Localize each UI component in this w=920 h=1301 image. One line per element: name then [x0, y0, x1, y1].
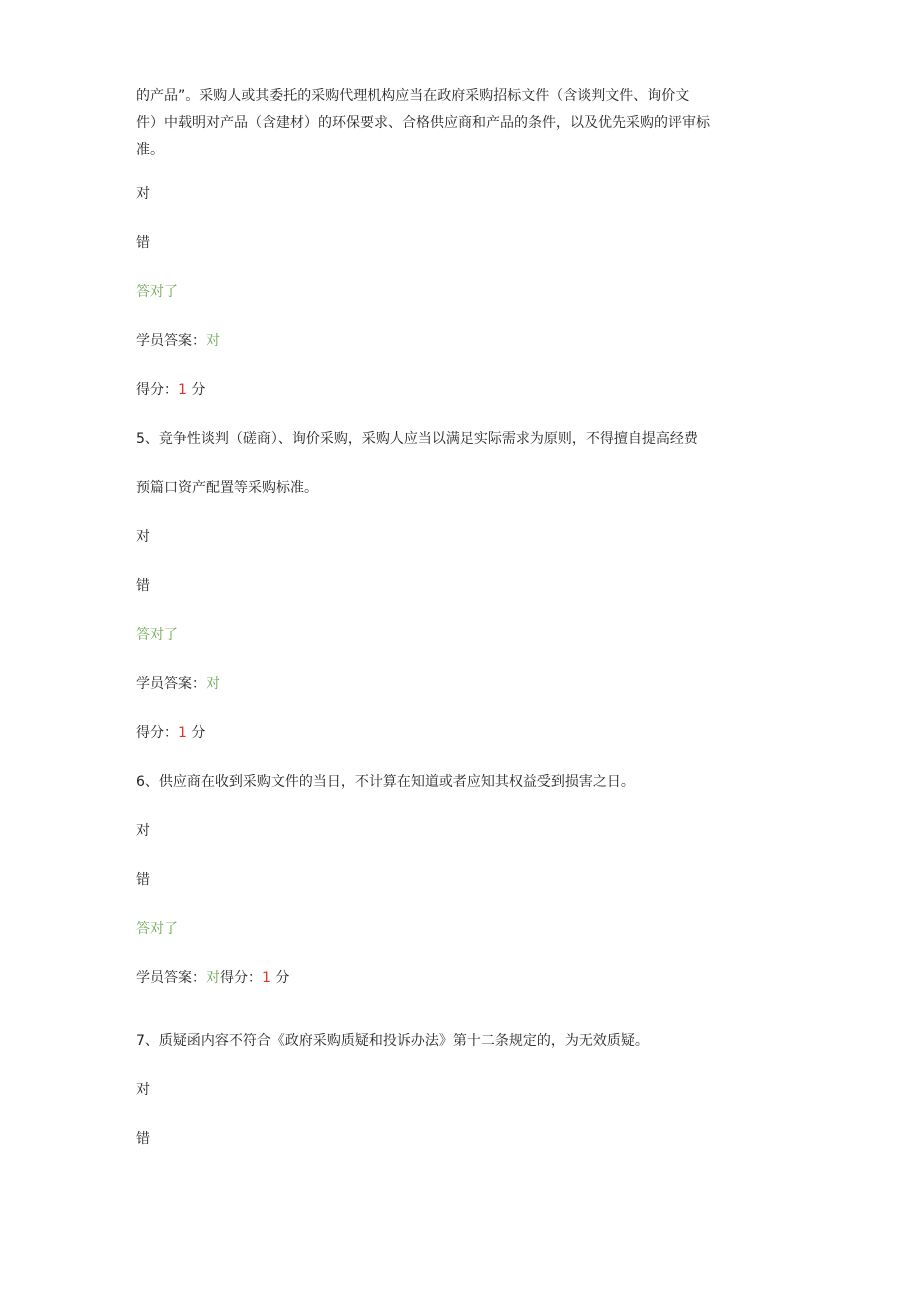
q4-stem-line-2: 件）中载明对产品（含建材）的环保要求、合格供应商和产品的条件，以及优先采购的评审标: [136, 115, 710, 131]
q6-stem-line-1: 6、供应商在收到采购文件的当日，不计算在知道或者应知其权益受到损害之日。: [136, 774, 635, 790]
score-unit: 分: [270, 970, 290, 986]
q5-stem-line-1: 5、竞争性谈判（磋商）、询价采购，采购人应当以满足实际需求为原则，不得擅自提高经费: [136, 431, 698, 447]
answer-value: 对: [206, 970, 220, 986]
q4-result: 答对了: [136, 284, 178, 300]
q5-result: 答对了: [136, 627, 178, 643]
q7-option-false[interactable]: 错: [136, 1131, 150, 1147]
answer-value: 对: [206, 333, 220, 349]
answer-value: 对: [206, 676, 220, 692]
answer-label: 学员答案：: [136, 676, 206, 692]
answer-label: 学员答案：: [136, 333, 206, 349]
q6-option-false[interactable]: 错: [136, 872, 150, 888]
score-value: 1: [178, 382, 187, 398]
q4-option-true[interactable]: 对: [136, 186, 150, 202]
answer-label: 学员答案：: [136, 970, 206, 986]
q5-score: [136, 723, 205, 743]
q6-result: 答对了: [136, 921, 178, 937]
q5-option-false[interactable]: 错: [136, 578, 150, 594]
score-unit: 分: [186, 725, 206, 741]
q5-option-true[interactable]: 对: [136, 529, 150, 545]
q4-score: [136, 380, 205, 400]
q4-option-false[interactable]: 错: [136, 235, 150, 251]
q4-stem-line-1: 的产品”。采购人或其委托的采购代理机构应当在政府采购招标文件（含谈判文件、询价文: [136, 88, 690, 104]
score-label: 得分：: [220, 970, 262, 986]
q4-stem-line-3: 准。: [136, 142, 164, 158]
score-value: 1: [262, 970, 271, 986]
q5-stem-line-2: 预篇口资产配置等采购标准。: [136, 480, 318, 496]
score-label: 得分：: [136, 382, 178, 398]
q7-stem-line-1: 7、质疑函内容不符合《政府采购质疑和投诉办法》第十二条规定的，为无效质疑。: [136, 1033, 649, 1049]
score-label: 得分：: [136, 725, 178, 741]
q7-option-true[interactable]: 对: [136, 1082, 150, 1098]
score-value: 1: [178, 725, 187, 741]
q4-student-answer: [136, 331, 220, 351]
q6-answer-and-score: [136, 968, 289, 988]
q5-student-answer: [136, 674, 220, 694]
q6-option-true[interactable]: 对: [136, 823, 150, 839]
score-unit: 分: [186, 382, 206, 398]
